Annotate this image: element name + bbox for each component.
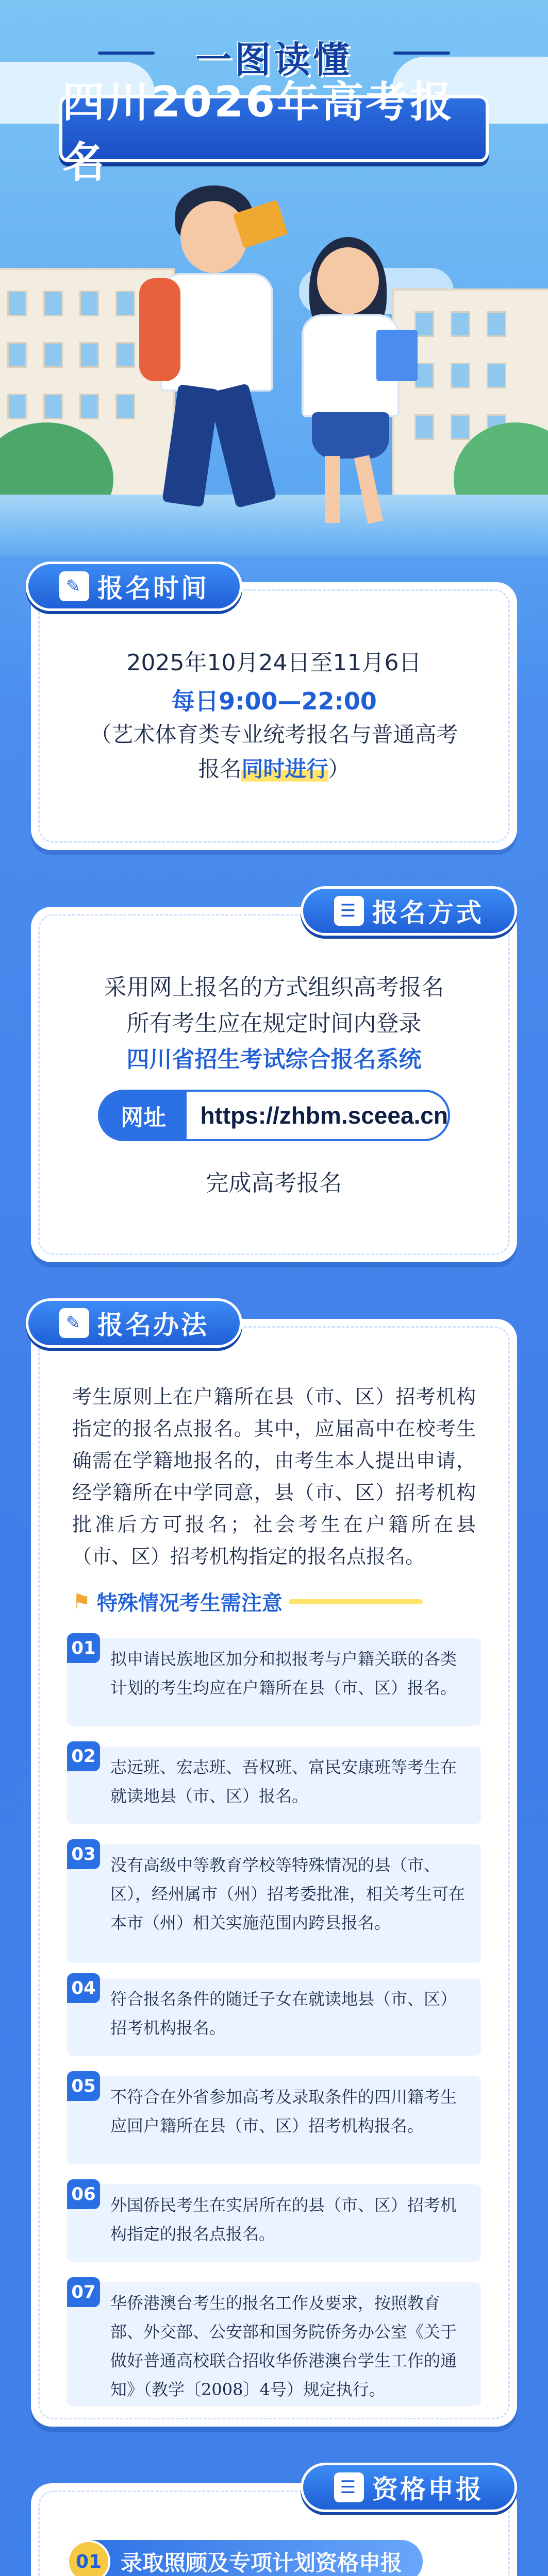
special-note-item: 华侨港澳台考生的报名工作及要求，按照教育部、外交部、公安部和国务院侨务办公室《关于做好普通高校联合招收华侨港澳台学生工作的通知》（教学〔2008〕4号）规定执行。 07	[67, 2277, 481, 2406]
method-line2: 所有考生应在规定时间内登录	[126, 1010, 422, 1037]
method-system-name: 四川省招生考试综合报名系统	[126, 1046, 422, 1073]
hero-title-main: 四川2026年高考报名	[59, 95, 489, 162]
note-number: 04	[67, 1973, 100, 2003]
student-girl-illustration	[289, 237, 423, 526]
warning-icon: ⚑	[72, 1589, 91, 1614]
note-number: 07	[67, 2277, 100, 2307]
note-number: 06	[67, 2179, 100, 2209]
document-icon: ✎	[59, 1308, 89, 1338]
tab-label: 报名时间	[97, 573, 209, 603]
tab-qualification	[301, 2463, 517, 2512]
tab-registration-time	[26, 562, 242, 611]
special-note-item: 志远班、宏志班、吾权班、富民安康班等考生在就读地县（市、区）报名。 02	[67, 1741, 481, 1829]
special-note-item: 符合报名条件的随迁子女在就读地县（市、区）招考机构报名。 04	[67, 1973, 481, 2061]
note-number: 01	[67, 1633, 100, 1663]
special-note-item: 拟申请民族地区加分和拟报考与户籍关联的各类计划的考生均应在户籍所在县（市、区）报名。 01	[67, 1633, 481, 1731]
title-decoration	[393, 52, 450, 55]
section-registration-rules	[31, 1310, 517, 2427]
section-registration-method	[31, 898, 517, 1262]
highlight-simultaneous: 同时进行	[241, 756, 328, 782]
title-decoration	[98, 52, 155, 55]
special-note-item: 没有高级中等教育学校等特殊情况的县（市、区），经州属市（州）招考委批准，相关考生可在本市（州）相关实施范围内跨县报名。 03	[67, 1839, 481, 1963]
method-line1: 采用网上报名的方式组织高考报名	[104, 974, 444, 1001]
student-boy-illustration	[139, 185, 294, 515]
hero-title-top: 一图读懂	[195, 39, 353, 81]
registration-date: 2025年10月24日至11月6日	[126, 650, 422, 676]
tab-registration-rules	[26, 1298, 242, 1348]
section-registration-time	[31, 573, 517, 850]
rules-intro: 考生原则上在户籍所在县（市、区）招考机构指定的报名点报名。其中，应届高中在校考生确需在学籍地报名的，由考生本人提出申请，经学籍所在中学同意，县（市、区）招考机构批准后方可报名；社会考生在户籍所在县（市、区）招考机构指定的报名点报名。	[72, 1385, 476, 1568]
hero-banner	[0, 0, 548, 556]
note-number: 05	[67, 2071, 100, 2101]
tab-registration-method	[301, 886, 517, 936]
note-number: 02	[67, 1741, 100, 1771]
registration-daily-hours: 每日9:00—22:00	[171, 687, 377, 715]
method-line4: 完成高考报名	[206, 1170, 342, 1196]
tab-label: 报名方式	[372, 898, 484, 928]
clipboard-icon: ☰	[334, 2472, 364, 2502]
registration-url-box[interactable]	[98, 1090, 450, 1141]
section-qualification	[31, 2475, 517, 2576]
url-label: 网址	[100, 1092, 187, 1139]
special-note-item: 外国侨民考生在实居所在的县（市、区）招考机构指定的报名点报名。 06	[67, 2179, 481, 2267]
calendar-icon: ✎	[59, 571, 89, 601]
clipboard-icon: ☰	[334, 896, 364, 926]
registration-note-line1: （艺术体育类专业统考报名与普通高考	[90, 722, 458, 747]
registration-url[interactable]: https://zhbm.sceea.cn	[200, 1102, 448, 1129]
note-number: 03	[67, 1839, 100, 1869]
special-note-item: 不符合在外省参加高考及录取条件的四川籍考生应回户籍所在县（市、区）招考机构报名。 05	[67, 2071, 481, 2169]
special-cases-title: ⚑ 特殊情况考生需注意	[72, 1587, 423, 1616]
tab-label: 报名办法	[97, 1310, 209, 1340]
qualify-item1-heading: 01 录取照顾及专项计划资格申报	[67, 2540, 423, 2576]
registration-note-line2: 报名同时进行）	[198, 756, 350, 782]
tab-label: 资格申报	[372, 2475, 484, 2504]
